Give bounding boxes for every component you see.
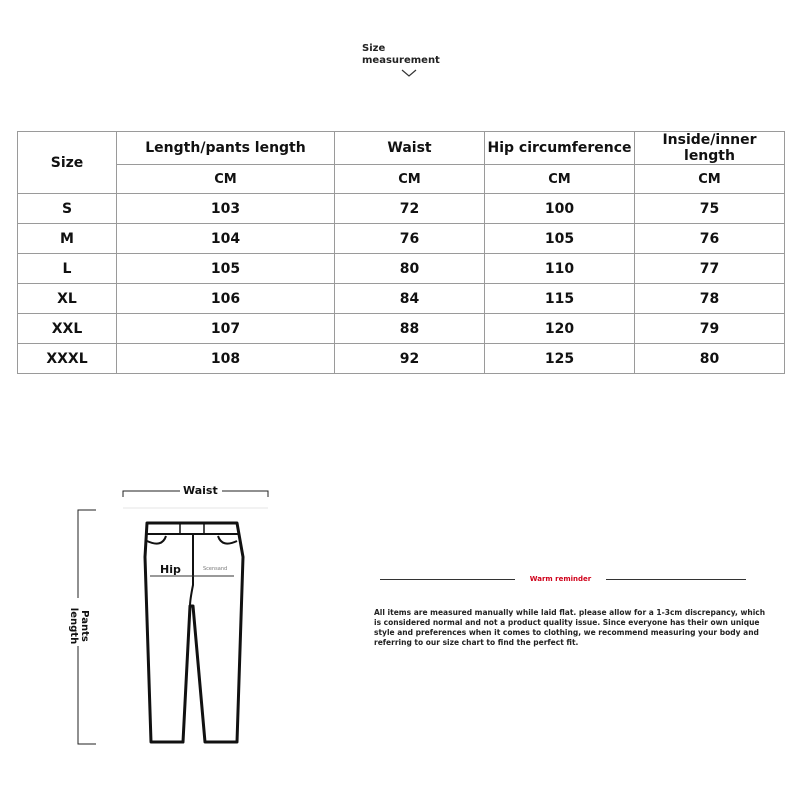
waist-cell: 80 — [335, 254, 485, 284]
waist-cell: 72 — [335, 194, 485, 224]
length-cell: 107 — [117, 314, 335, 344]
length-cell: 103 — [117, 194, 335, 224]
inner-length-header: Inside/inner length — [635, 132, 785, 165]
hip-cell: 105 — [485, 224, 635, 254]
reminder-text: All items are measured manually while laid flat. please allow for a 1-3cm discrepancy, which is considered normal and not a product quality issue. Since everyone has their own unique style and preferences when it comes to clothing, we recommend measuring your body and referring to our size chart to find the perfect fit. — [374, 608, 766, 647]
waist-cell: 84 — [335, 284, 485, 314]
inner-length-cell: 79 — [635, 314, 785, 344]
length-cell: 106 — [117, 284, 335, 314]
waist-label: Waist — [183, 484, 218, 497]
inner-length-cell: 76 — [635, 224, 785, 254]
size-cell: XL — [18, 284, 117, 314]
size-cell: XXXL — [18, 344, 117, 374]
waist-cell: 88 — [335, 314, 485, 344]
pants-length-label: Pants length — [68, 607, 90, 645]
size-cell: XXL — [18, 314, 117, 344]
length-cell: 104 — [117, 224, 335, 254]
length-header: Length/pants length — [117, 132, 335, 165]
page-title: Size measurement — [362, 43, 440, 66]
inner-length-cell: 80 — [635, 344, 785, 374]
size-cell: L — [18, 254, 117, 284]
hip-cell: 120 — [485, 314, 635, 344]
reminder-title: Warm reminder — [529, 575, 592, 583]
hip-cell: 115 — [485, 284, 635, 314]
inner-length-cell: 78 — [635, 284, 785, 314]
length-cell: 105 — [117, 254, 335, 284]
length-cell: 108 — [117, 344, 335, 374]
seat-label: Scensand — [203, 566, 228, 572]
unit-cell: CM — [335, 165, 485, 194]
size-cell: S — [18, 194, 117, 224]
hip-header: Hip circumference — [485, 132, 635, 165]
pants-icon — [145, 523, 243, 742]
inner-length-cell: 77 — [635, 254, 785, 284]
hip-cell: 110 — [485, 254, 635, 284]
hip-cell: 100 — [485, 194, 635, 224]
waist-cell: 92 — [335, 344, 485, 374]
waist-cell: 76 — [335, 224, 485, 254]
unit-cell: CM — [117, 165, 335, 194]
inner-length-cell: 75 — [635, 194, 785, 224]
unit-cell: CM — [635, 165, 785, 194]
waist-header: Waist — [335, 132, 485, 165]
hip-cell: 125 — [485, 344, 635, 374]
hip-label: Hip — [160, 563, 181, 576]
divider — [380, 579, 515, 580]
size-cell: M — [18, 224, 117, 254]
divider — [606, 579, 746, 580]
size-header: Size — [18, 132, 117, 194]
unit-cell: CM — [485, 165, 635, 194]
